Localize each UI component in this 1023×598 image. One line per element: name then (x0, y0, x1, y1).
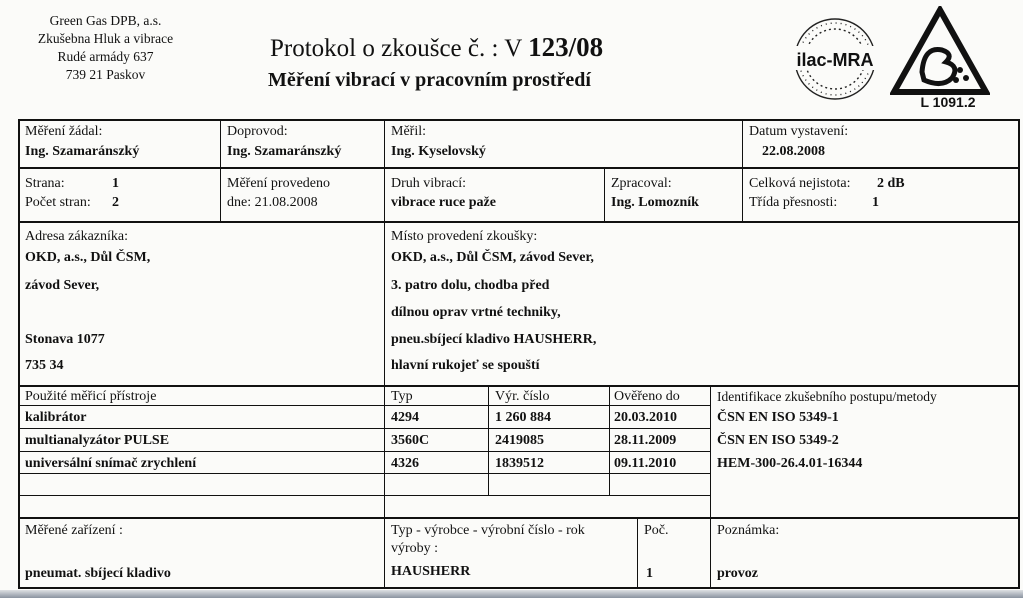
instrument-verified: 09.11.2010 (614, 456, 677, 471)
col-line-8 (637, 517, 638, 589)
method-standard: HEM-300-26.4.01-16344 (717, 456, 863, 471)
type-header: Typ (391, 389, 413, 404)
test-location-line: pneu.sbíjecí kladivo HAUSHERR, (391, 332, 597, 347)
customer-address-label: Adresa zákazníka: (25, 229, 128, 244)
company-lab: Zkušebna Hluk a vibrace (37, 31, 174, 46)
processed-by-value: Ing. Lomozník (611, 195, 699, 210)
measured-on-label: Měření provedeno (227, 176, 331, 191)
method-header: Identifikace zkušebního postupu/metody (717, 389, 937, 404)
count-label: Poč. (644, 523, 669, 538)
ilac-mra-logo-icon (780, 10, 890, 108)
row-divider-1 (18, 167, 1020, 169)
test-location-line: hlavní rukojeť se spouští (391, 358, 540, 373)
requested-by-value: Ing. Szamaránszký (25, 144, 140, 159)
instrument-verified: 20.03.2010 (614, 410, 677, 425)
test-location-label: Místo provedení zkoušky: (391, 229, 538, 244)
count-value: 1 (646, 566, 653, 581)
instrument-type: 3560C (391, 433, 430, 448)
measured-on-value: dne: 21.08.2008 (227, 195, 318, 210)
instruments-header: Použité měřicí přístroje (25, 389, 157, 404)
note-label: Poznámka: (717, 523, 780, 538)
device-value: pneumat. sbíjecí kladivo (25, 566, 171, 581)
measured-by-label: Měřil: (391, 124, 426, 139)
company-address (18, 12, 193, 84)
instrument-name: universální snímač zrychlení (25, 456, 197, 471)
customer-address-line: OKD, a.s., Důl ČSM, (25, 250, 151, 265)
ilac-logo-text: ilac-MRA (796, 50, 874, 70)
customer-address-line: závod Sever, (25, 278, 100, 293)
instrument-type: 4294 (391, 410, 419, 425)
row-divider-3 (18, 385, 1020, 387)
instrument-type: 4326 (391, 456, 419, 471)
accuracy-class-label: Třída přesnosti: (749, 195, 838, 210)
measured-by-value: Ing. Kyselovský (391, 144, 486, 159)
instrument-verified: 28.11.2009 (614, 433, 677, 448)
test-location-line: dílnou oprav vrtné techniky, (391, 305, 561, 320)
verified-header: Ověřeno do (614, 389, 680, 404)
col-line-5 (488, 385, 489, 495)
customer-address-line: 735 34 (25, 358, 64, 373)
company-street: Rudé armády 637 (57, 49, 154, 64)
page-value: 1 (112, 176, 119, 191)
method-standard: ČSN EN ISO 5349-1 (717, 410, 839, 425)
page-count-label: Počet stran: (25, 195, 91, 210)
customer-address-line: Stonava 1077 (25, 332, 105, 347)
note-value: provoz (717, 566, 758, 581)
instr-line-e (18, 495, 710, 496)
serial-header: Výr. číslo (495, 389, 550, 404)
device-type-label-2: výroby : (391, 541, 439, 556)
instr-line-b (18, 428, 710, 429)
instrument-serial: 1839512 (495, 456, 544, 471)
instrument-name: kalibrátor (25, 410, 87, 425)
uncertainty-value: 2 dB (877, 176, 905, 191)
row-divider-2 (18, 221, 1020, 223)
accuracy-class-value: 1 (872, 195, 879, 210)
page-label: Strana: (25, 176, 65, 191)
escort-label: Doprovod: (227, 124, 288, 139)
instrument-serial: 2419085 (495, 433, 544, 448)
vibration-type-label: Druh vibrací: (391, 176, 467, 191)
page-count-value: 2 (112, 195, 119, 210)
escort-value: Ing. Szamaránszký (227, 144, 342, 159)
requested-by-label: Měření žádal: (25, 124, 103, 139)
device-label: Měřené zařízení : (25, 523, 123, 538)
instr-line-a (18, 405, 710, 406)
title-prefix: Protokol o zkoušce č. : V (270, 35, 529, 62)
accreditation-number: L 1091.2 (920, 94, 976, 110)
test-location-line: OKD, a.s., Důl ČSM, závod Sever, (391, 250, 594, 265)
issue-date-label: Datum vystavení: (749, 124, 849, 139)
company-city: 739 21 Paskov (65, 67, 146, 82)
instr-line-c (18, 451, 710, 452)
protocol-subtitle: Měření vibrací v pracovním prostředí (268, 69, 591, 91)
uncertainty-label: Celková nejistota: (749, 176, 851, 191)
test-location-line: 3. patro dolu, chodba před (391, 278, 550, 293)
company-name: Green Gas DPB, a.s. (49, 13, 162, 28)
col-line-6 (609, 385, 610, 495)
col-line-7 (710, 385, 711, 589)
col-line-2 (384, 119, 385, 589)
vibration-type-value: vibrace ruce paže (391, 195, 496, 210)
protocol-number: 123/08 (528, 32, 604, 62)
device-type-label: Typ - výrobce - výrobní číslo - rok (391, 523, 585, 538)
issue-date-value: 22.08.2008 (762, 144, 825, 159)
protocol-title (270, 32, 603, 63)
processed-by-label: Zpracoval: (611, 176, 672, 191)
method-standard: ČSN EN ISO 5349-2 (717, 433, 839, 448)
col-line-3 (742, 119, 743, 221)
col-line-4 (604, 167, 605, 221)
instrument-serial: 1 260 884 (495, 410, 551, 425)
row-divider-4 (18, 517, 1020, 519)
instr-line-d (18, 473, 710, 474)
device-type-value: HAUSHERR (391, 564, 471, 579)
col-line-1 (220, 119, 221, 221)
instrument-name: multianalyzátor PULSE (25, 433, 170, 448)
window-bottom-edge (0, 590, 1023, 598)
